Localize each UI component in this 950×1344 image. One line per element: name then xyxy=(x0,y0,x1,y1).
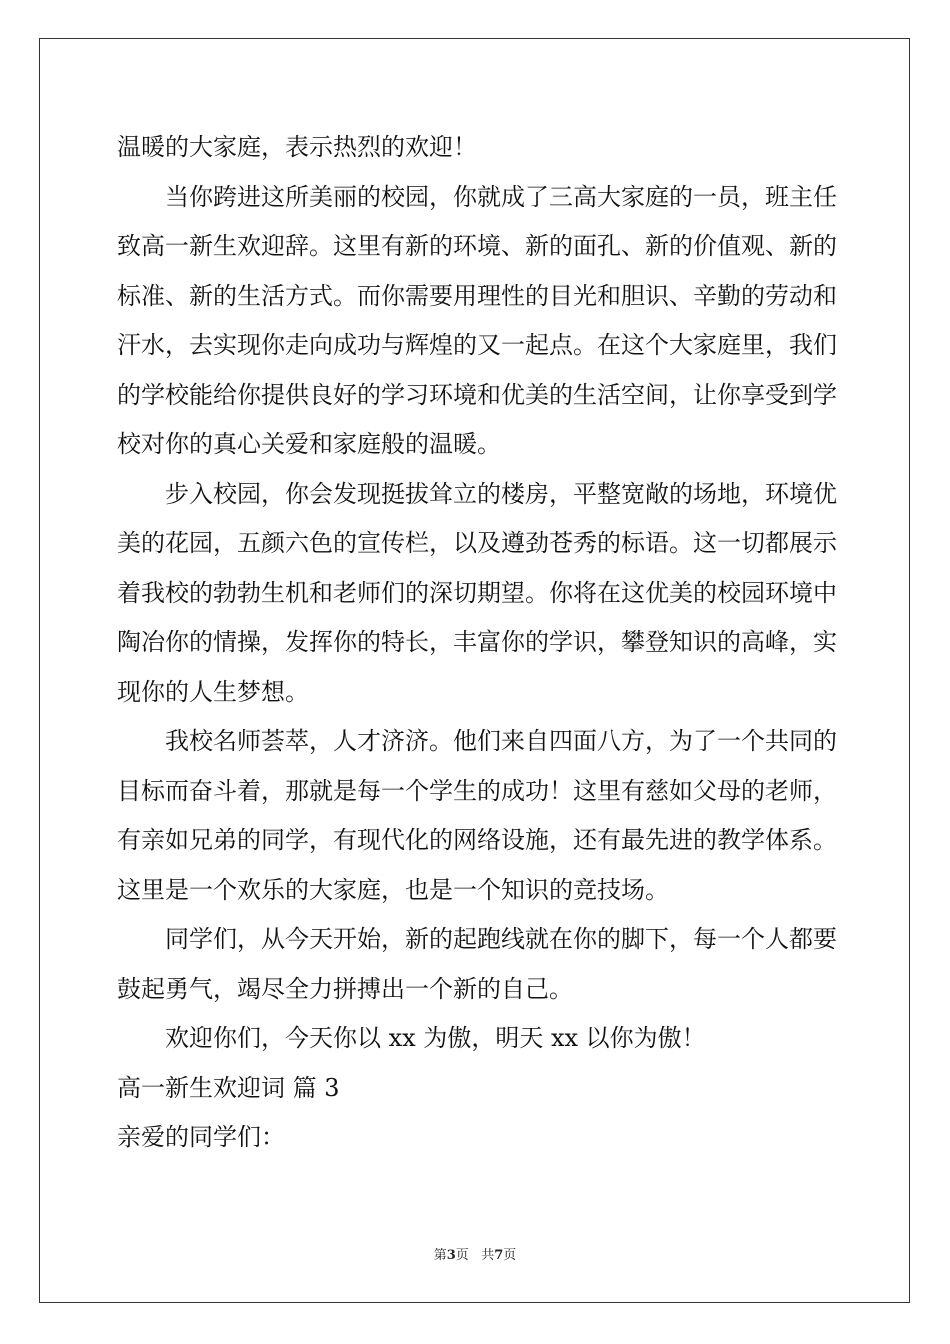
text-line: 目标而奋斗着，那就是每一个学生的成功！这里有慈如父母的老师， xyxy=(117,776,837,805)
text-line: 当你跨进这所美丽的校园，你就成了三高大家庭的一员，班主任 xyxy=(165,182,837,211)
total-pages: 7 xyxy=(494,1248,504,1263)
text-line: 我校名师荟萃，人才济济。他们来自四面八方，为了一个共同的 xyxy=(165,727,837,755)
text-line: 步入校园，你会发现挺拔耸立的楼房，平整宽敞的场地，环境优 xyxy=(165,479,837,508)
text-line: 鼓起勇气，竭尽全力拼搏出一个新的自己。 xyxy=(117,974,573,1003)
salutation: 亲爱的同学们： xyxy=(117,1123,285,1151)
text-line: 的学校能给你提供良好的学习环境和优美的生活空间，让你享受到学 xyxy=(117,380,837,409)
text-line: 标准、新的生活方式。而你需要用理性的目光和胆识、辛勤的劳动和 xyxy=(117,281,837,310)
text-line: 同学们，从今天开始，新的起跑线就在你的脚下，每一个人都要 xyxy=(165,925,837,953)
text-line: 温暖的大家庭，表示热烈的欢迎！ xyxy=(117,133,477,161)
text-line: 陶冶你的情操，发挥你的特长，丰富你的学识，攀登知识的高峰，实 xyxy=(117,628,837,656)
text-line: 欢迎你们，今天你以 xx 为傲，明天 xx 以你为傲！ xyxy=(165,1024,706,1052)
page-number: 3 xyxy=(446,1248,456,1263)
text-line: 汗水，去实现你走向成功与辉煌的又一起点。在这个大家庭里，我们 xyxy=(117,331,837,359)
section-heading: 高一新生欢迎词 篇 3 xyxy=(117,1073,340,1102)
text-line: 有亲如兄弟的同学，有现代化的网络设施，还有最先进的教学体系。 xyxy=(117,826,837,854)
footer-total-prefix: 共 xyxy=(481,1248,495,1263)
text-line: 致高一新生欢迎辞。这里有新的环境、新的面孔、新的价值观、新的 xyxy=(117,232,837,260)
text-line: 现你的人生梦想。 xyxy=(117,677,309,706)
page-footer xyxy=(0,1248,950,1264)
text-line: 美的花园，五颜六色的宣传栏，以及遵劲苍秀的标语。这一切都展示 xyxy=(117,529,837,557)
footer-total-suffix: 页 xyxy=(503,1248,517,1263)
footer-page-suffix: 页 xyxy=(455,1248,469,1263)
text-line: 这里是一个欢乐的大家庭，也是一个知识的竞技场。 xyxy=(117,875,669,904)
document-body xyxy=(117,128,837,1168)
footer-prefix: 第 xyxy=(433,1248,447,1263)
text-line: 校对你的真心关爱和家庭般的温暖。 xyxy=(117,430,501,458)
text-line: 着我校的勃勃生机和老师们的深切期望。你将在这优美的校园环境中 xyxy=(117,578,837,607)
